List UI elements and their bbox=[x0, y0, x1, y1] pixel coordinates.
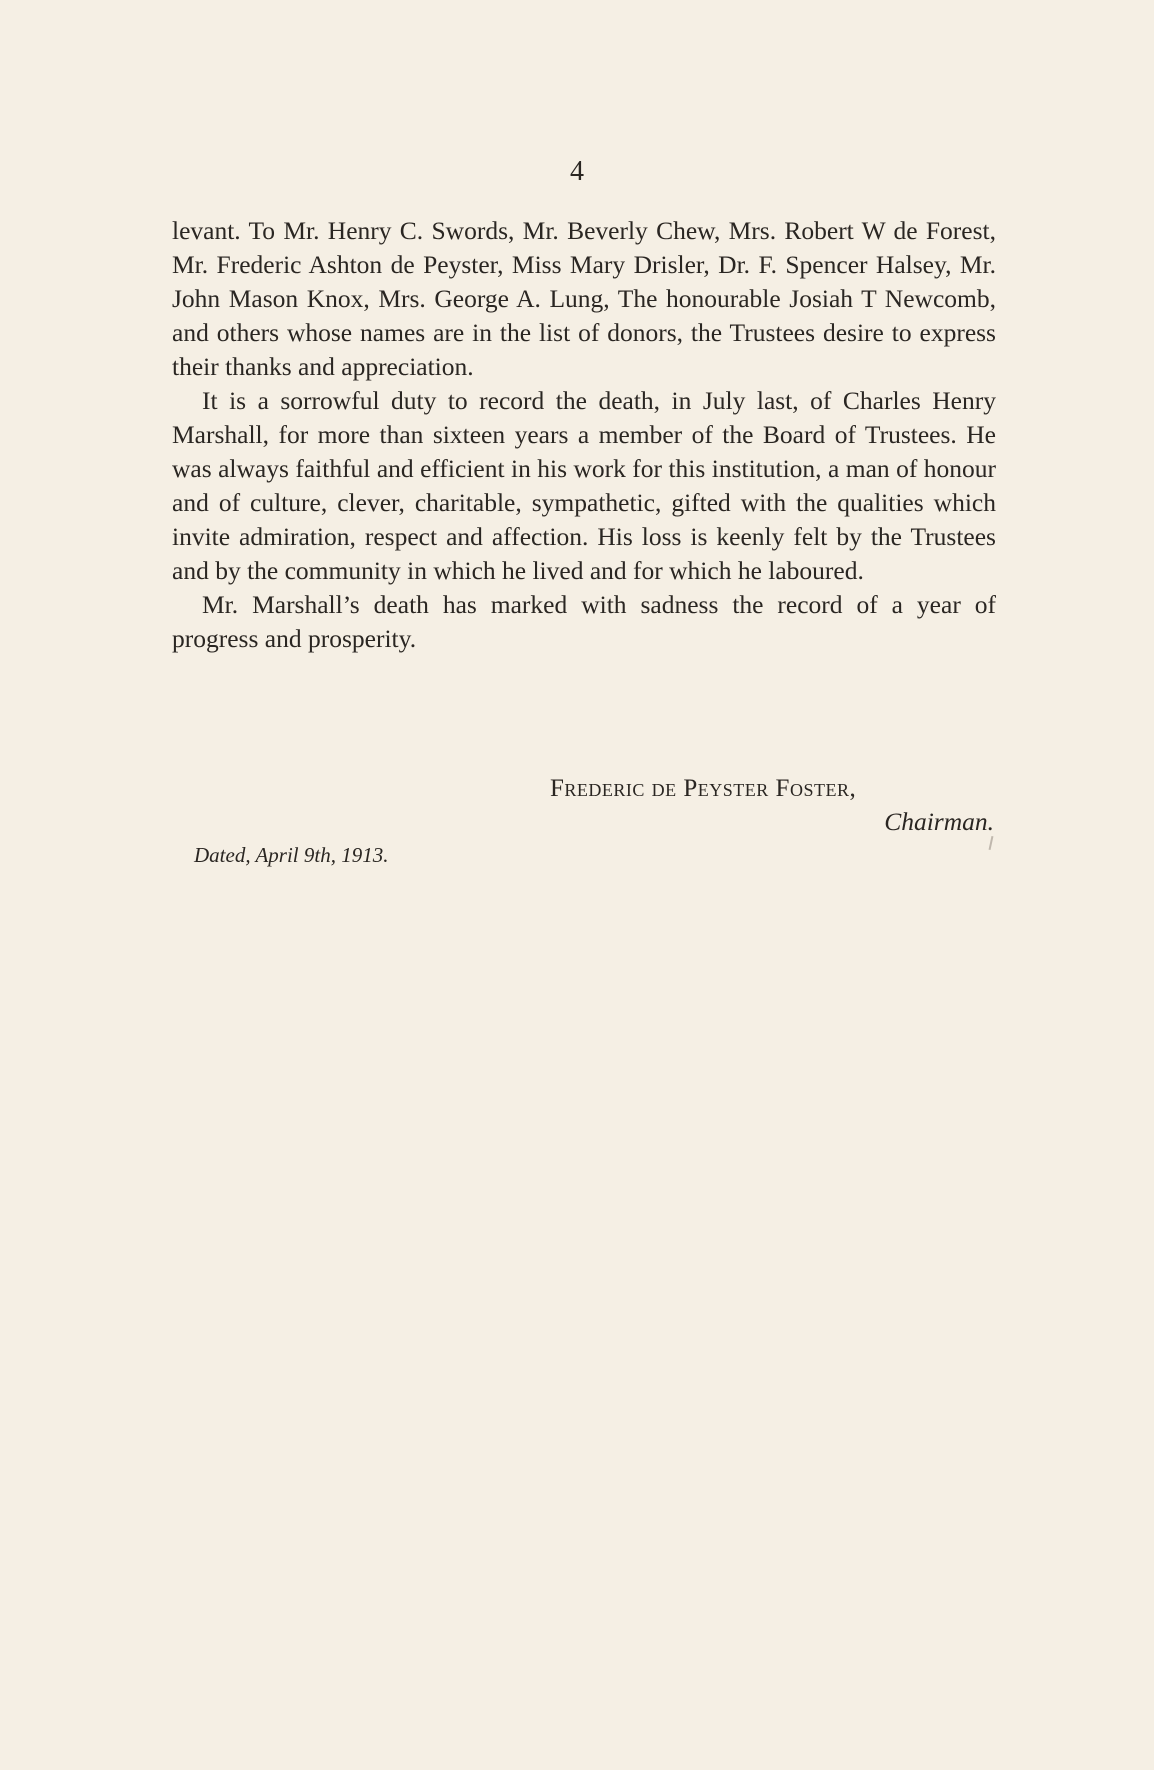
paragraph-memorial: It is a sorrowful duty to record the death, in July last, of Charles Henry Marshall, for more than sixteen years a member of the Board of Trustees. He was always faithful and efficient in his work for this institution, a man of honour and of culture, clever, charitable, sympathetic, gifted with the qualities which invite admiration, respect and affection. His loss is keenly felt by the Trustees and by the community in which he lived and for which he laboured. bbox=[172, 386, 996, 585]
paragraph-thanks: levant. To Mr. Henry C. Swords, Mr. Beverly Chew, Mrs. Robert W de Forest, Mr. Frederic Ashton de Peyster, Miss Mary Drisler, Dr. F. Spencer Halsey, Mr. John Mason Knox, Mrs. George A. Lung, The honourable Josiah T Newcomb, and others whose names are in the list of donors, the Trustees desire to express their thanks and appreciation. bbox=[172, 216, 996, 381]
page-number: 4 bbox=[570, 156, 584, 187]
date-line: Dated, April 9th, 1913. bbox=[194, 843, 389, 867]
signature-title: Chairman. bbox=[884, 807, 994, 836]
body-text bbox=[172, 214, 996, 656]
signature-name: Frederic de Peyster Foster, bbox=[550, 775, 857, 802]
paragraph-closing: Mr. Marshall’s death has marked with sadness the record of a year of progress and prosperity. bbox=[172, 590, 996, 653]
